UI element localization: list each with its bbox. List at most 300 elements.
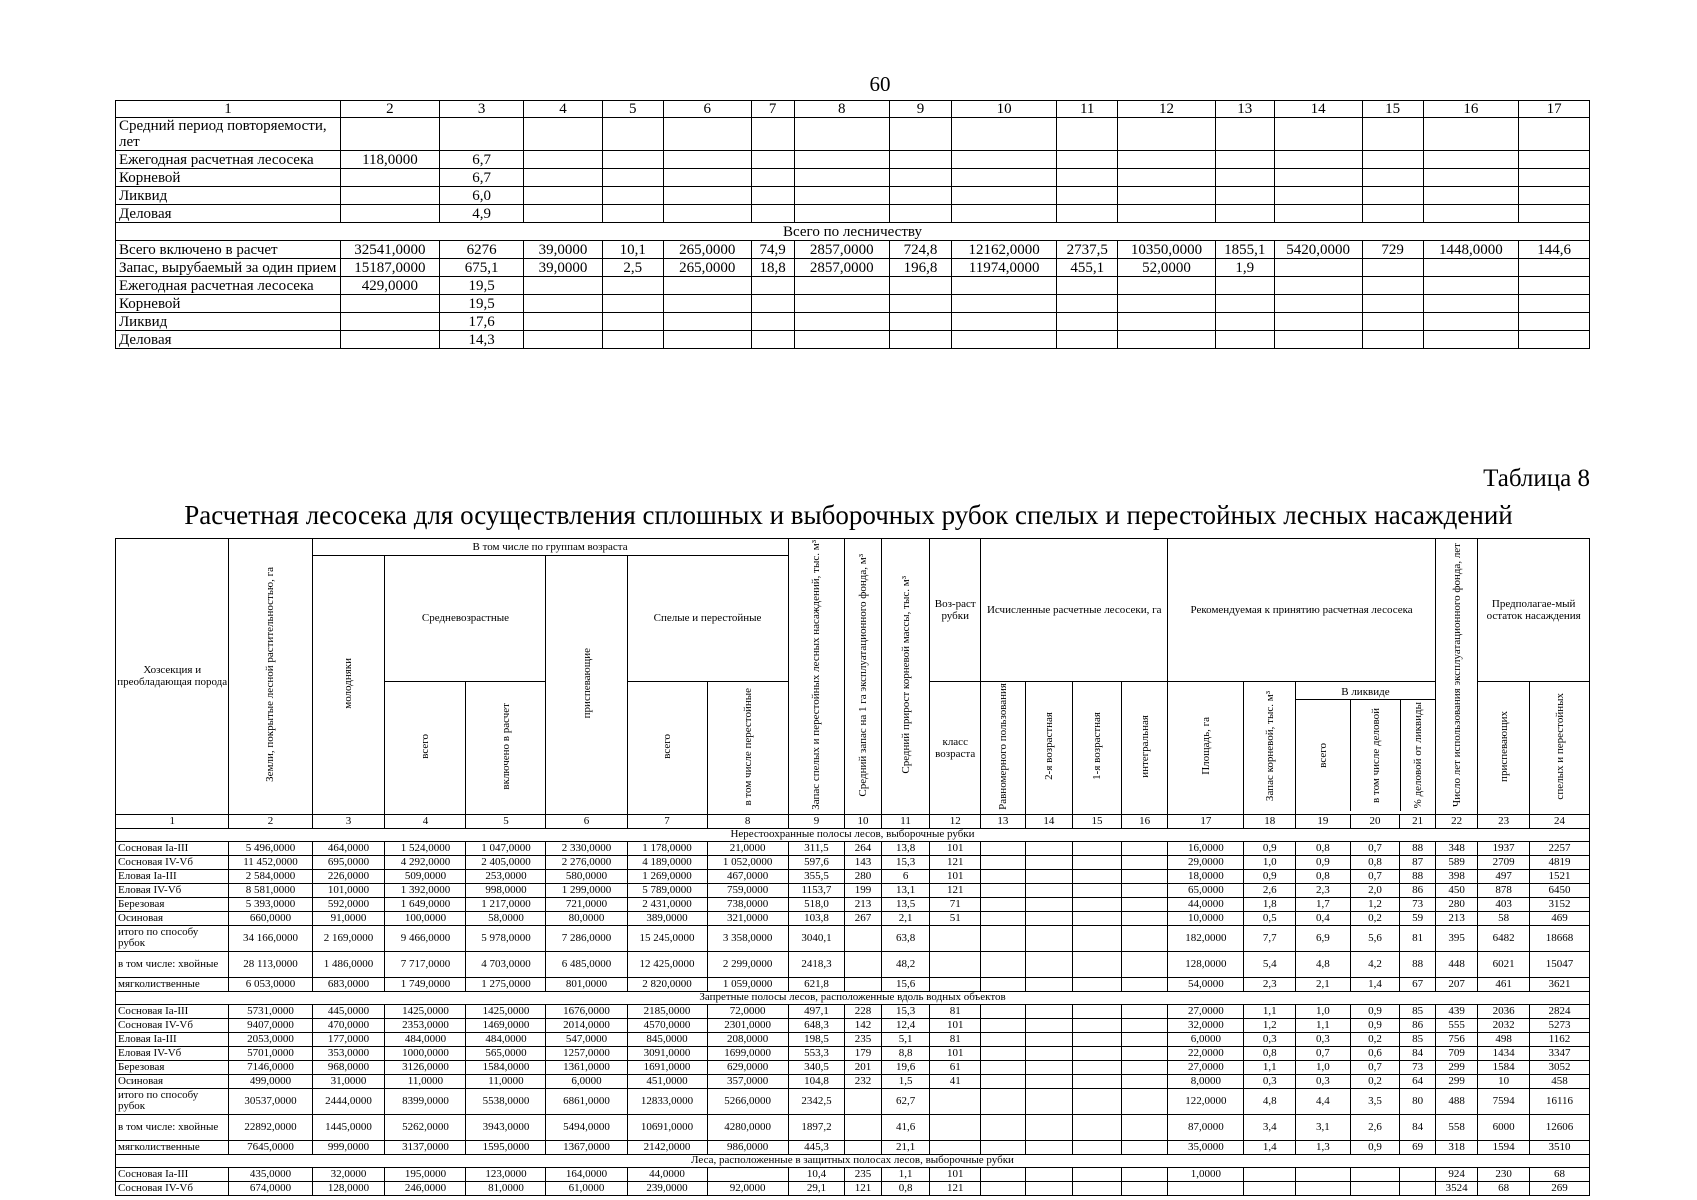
table-cell: 4280,0000 <box>707 1114 788 1140</box>
table-cell: 2353,0000 <box>385 1018 466 1032</box>
header-mature: Спелые и перестойные <box>627 556 788 682</box>
table-cell <box>952 331 1057 349</box>
table-cell <box>1121 841 1168 855</box>
table-cell: 1897,2 <box>788 1114 845 1140</box>
table-cell: 31,0000 <box>312 1074 385 1088</box>
table-row <box>116 1018 1590 1032</box>
table-cell: 2014,0000 <box>546 1018 627 1032</box>
table-row <box>116 911 1590 925</box>
table-cell: 13,8 <box>881 841 930 855</box>
table-cell: 81 <box>1400 925 1435 951</box>
table-cell: 265,0000 <box>663 241 751 259</box>
table-cell <box>1400 1181 1435 1195</box>
table-cell: 101,0000 <box>312 883 385 897</box>
table-cell: 0,8 <box>1244 1046 1296 1060</box>
header-area: Площадь, га <box>1168 681 1244 814</box>
table-cell <box>930 1114 981 1140</box>
table-cell <box>794 313 889 331</box>
row-label: Ежегодная расчетная лесосека <box>116 277 341 295</box>
annual-allowable-cut-table <box>115 538 1590 1196</box>
table-cell: 15 245,0000 <box>627 925 707 951</box>
table-cell: 340,5 <box>788 1060 845 1074</box>
table-cell: 28 113,0000 <box>229 951 312 977</box>
table-cell <box>981 1018 1026 1032</box>
table-cell <box>1073 869 1122 883</box>
table-cell: 85 <box>1400 1032 1435 1046</box>
table-cell: 2 405,0000 <box>466 855 546 869</box>
column-number: 19 <box>1296 814 1351 828</box>
table-cell <box>930 951 981 977</box>
table-cell: 30537,0000 <box>229 1088 312 1114</box>
table-cell: 104,8 <box>788 1074 845 1088</box>
table-cell <box>602 187 663 205</box>
header-first-age: 1-я возрастная <box>1073 681 1122 814</box>
column-number: 13 <box>981 814 1026 828</box>
table-cell: 6276 <box>439 241 524 259</box>
table-cell: 3 358,0000 <box>707 925 788 951</box>
section-row <box>116 1154 1590 1167</box>
table-cell: 675,1 <box>439 259 524 277</box>
table-cell <box>1025 1004 1073 1018</box>
table-cell: 12162,0000 <box>952 241 1057 259</box>
table-cell <box>1025 869 1073 883</box>
column-number: 12 <box>930 814 981 828</box>
table-cell <box>1057 205 1118 223</box>
table-cell: 1676,0000 <box>546 1004 627 1018</box>
table-cell <box>663 295 751 313</box>
table-title: Расчетная лесосека для осуществления сплошных и выборочных рубок спелых и перестойных лесных насаждений <box>184 500 1513 530</box>
table-cell: 1,8 <box>1244 897 1296 911</box>
header-remaining-mature: спелых и перестойных <box>1530 681 1590 814</box>
table-cell: 1445,0000 <box>312 1114 385 1140</box>
table-cell: 660,0000 <box>229 911 312 925</box>
table-cell: 121 <box>845 1181 881 1195</box>
table-cell: 12,4 <box>881 1018 930 1032</box>
table-cell <box>1519 187 1590 205</box>
table-cell: 2301,0000 <box>707 1018 788 1032</box>
table-cell: 2 276,0000 <box>546 855 627 869</box>
table-cell: 4 189,0000 <box>627 855 707 869</box>
table-cell: 5,1 <box>881 1032 930 1046</box>
column-number: 9 <box>788 814 845 828</box>
header-middle-included: включено в расчет <box>466 681 546 814</box>
table-cell <box>1362 259 1423 277</box>
table-cell <box>1073 1060 1122 1074</box>
table-cell: 265,0000 <box>663 259 751 277</box>
table-row <box>116 1140 1590 1154</box>
column-number: 23 <box>1478 814 1530 828</box>
table-cell: 6,0000 <box>546 1074 627 1088</box>
table-cell: 1425,0000 <box>385 1004 466 1018</box>
table-cell: 121 <box>930 1181 981 1195</box>
table-cell: 1699,0000 <box>707 1046 788 1060</box>
table-cell: 0,9 <box>1350 1004 1400 1018</box>
table-cell <box>663 205 751 223</box>
table-cell <box>524 118 602 151</box>
table-cell: 6 053,0000 <box>229 977 312 991</box>
table-cell: 228 <box>845 1004 881 1018</box>
header-average-stock: Средний запас на 1 га эксплуатационного фонда, м³ <box>845 539 881 815</box>
header-even-use: Равномерного пользования <box>981 681 1026 814</box>
table-cell: 6 <box>881 869 930 883</box>
table-cell <box>889 313 951 331</box>
table-cell: 547,0000 <box>546 1032 627 1046</box>
table-cell: 4819 <box>1530 855 1590 869</box>
table-cell: 32,0000 <box>1168 1018 1244 1032</box>
table-cell <box>341 205 440 223</box>
table-cell: 246,0000 <box>385 1181 466 1195</box>
table-cell: 101 <box>930 1018 981 1032</box>
row-label: Еловая IV-Vб <box>116 1046 229 1060</box>
table-cell <box>930 1140 981 1154</box>
header-liquid-business-cell: в том числе деловой <box>1351 700 1401 811</box>
table-cell: 235 <box>845 1032 881 1046</box>
table-cell <box>981 951 1026 977</box>
table-cell <box>1121 1114 1168 1140</box>
header-forest-land: Земли, покрытые лесной растительностью, га <box>229 539 312 815</box>
column-number: 8 <box>707 814 788 828</box>
table-cell <box>981 977 1026 991</box>
column-number: 9 <box>889 101 951 118</box>
table-cell: 18668 <box>1530 925 1590 951</box>
table-cell <box>524 187 602 205</box>
table-cell <box>794 295 889 313</box>
table-cell: 451,0000 <box>627 1074 707 1088</box>
table-cell: 738,0000 <box>707 897 788 911</box>
table-cell <box>1073 977 1122 991</box>
row-label: Березовая <box>116 1060 229 1074</box>
table-cell <box>1073 841 1122 855</box>
table-cell <box>602 295 663 313</box>
table-cell: 2 169,0000 <box>312 925 385 951</box>
table-cell <box>1121 1004 1168 1018</box>
table-cell: 1 749,0000 <box>385 977 466 991</box>
table-cell: 759,0000 <box>707 883 788 897</box>
table-cell: 4 292,0000 <box>385 855 466 869</box>
row-label: Сосновая Iа-III <box>116 1167 229 1181</box>
table-row <box>116 259 1590 277</box>
table-cell: 68 <box>1530 1167 1590 1181</box>
header-liquid: В ликвиде <box>1296 685 1435 700</box>
table-cell <box>1519 169 1590 187</box>
table-cell: 695,0000 <box>312 855 385 869</box>
table-cell <box>1244 1167 1296 1181</box>
table-cell <box>981 1088 1026 1114</box>
table-row <box>116 118 1590 151</box>
table-cell <box>952 295 1057 313</box>
table-cell <box>1118 151 1216 169</box>
row-label: Еловая IV-Vб <box>116 883 229 897</box>
table-cell <box>1350 1181 1400 1195</box>
table-cell <box>1423 259 1518 277</box>
table-cell <box>1073 883 1122 897</box>
table-cell <box>707 1167 788 1181</box>
table-cell: 589 <box>1435 855 1478 869</box>
header-recommended-cut: Рекомендуемая к принятию расчетная лесосека <box>1168 539 1435 682</box>
table-cell: 74,9 <box>751 241 794 259</box>
table-cell <box>1519 313 1590 331</box>
table-cell <box>1057 313 1118 331</box>
table-cell: 629,0000 <box>707 1060 788 1074</box>
table-cell <box>1362 331 1423 349</box>
table-cell <box>602 331 663 349</box>
table-cell: 509,0000 <box>385 869 466 883</box>
table-cell: 280 <box>1435 897 1478 911</box>
header-integral: интегральная <box>1121 681 1168 814</box>
table-cell <box>981 897 1026 911</box>
table-cell: 86 <box>1400 1018 1435 1032</box>
table-cell: 17,6 <box>439 313 524 331</box>
table-cell: 19,5 <box>439 277 524 295</box>
table-cell <box>794 118 889 151</box>
table-cell: 3621 <box>1530 977 1590 991</box>
table-row <box>116 1114 1590 1140</box>
table-cell: 488 <box>1435 1088 1478 1114</box>
table-cell <box>751 118 794 151</box>
table-cell: 1 275,0000 <box>466 977 546 991</box>
table-cell: 0,8 <box>1296 841 1351 855</box>
table-row <box>116 925 1590 951</box>
table-cell: 5701,0000 <box>229 1046 312 1060</box>
table-cell <box>1362 205 1423 223</box>
table-row <box>116 977 1590 991</box>
column-number: 11 <box>1057 101 1118 118</box>
table-cell: 6,7 <box>439 169 524 187</box>
table-cell: 61,0000 <box>546 1181 627 1195</box>
table-cell: 3152 <box>1530 897 1590 911</box>
table-row <box>116 187 1590 205</box>
table-cell <box>1362 169 1423 187</box>
header-business-percent-cell: % деловой от ликвиды <box>1411 702 1424 809</box>
table-cell <box>1519 259 1590 277</box>
table-cell <box>1025 977 1073 991</box>
table-cell: 1,1 <box>1244 1004 1296 1018</box>
table-cell: 8399,0000 <box>385 1088 466 1114</box>
table-cell: 497 <box>1478 869 1530 883</box>
table-cell: 0,9 <box>1350 1018 1400 1032</box>
table-cell: 0,7 <box>1350 869 1400 883</box>
table-cell: 6 485,0000 <box>546 951 627 977</box>
table-cell <box>1215 118 1274 151</box>
table-cell <box>524 331 602 349</box>
column-number: 10 <box>952 101 1057 118</box>
row-label: мягколиственные <box>116 1140 229 1154</box>
table-cell <box>1057 277 1118 295</box>
table-cell: 558 <box>1435 1114 1478 1140</box>
table-cell: 1 059,0000 <box>707 977 788 991</box>
table-cell: 32541,0000 <box>341 241 440 259</box>
table-cell: 13,5 <box>881 897 930 911</box>
table-cell <box>1057 169 1118 187</box>
table-cell <box>1274 313 1362 331</box>
table-cell: 10350,0000 <box>1118 241 1216 259</box>
table-cell: 230 <box>1478 1167 1530 1181</box>
table-cell <box>889 151 951 169</box>
table-cell <box>1274 331 1362 349</box>
table-cell: 318 <box>1435 1140 1478 1154</box>
table-cell: 924 <box>1435 1167 1478 1181</box>
table-cell: 6861,0000 <box>546 1088 627 1114</box>
table-cell <box>1025 1181 1073 1195</box>
table-cell: 1448,0000 <box>1423 241 1518 259</box>
table-cell <box>1362 313 1423 331</box>
table-cell: 6,7 <box>439 151 524 169</box>
table-cell: 122,0000 <box>1168 1088 1244 1114</box>
table-cell: 518,0 <box>788 897 845 911</box>
table-cell: 555 <box>1435 1018 1478 1032</box>
table-cell: 398 <box>1435 869 1478 883</box>
table-cell <box>1025 1114 1073 1140</box>
table-cell: 5538,0000 <box>466 1088 546 1114</box>
table-row <box>116 883 1590 897</box>
table-cell <box>1423 313 1518 331</box>
table-cell <box>1215 205 1274 223</box>
section-title: Всего по лесничеству <box>116 223 1590 241</box>
table-cell <box>1400 1167 1435 1181</box>
table-cell: 3510 <box>1530 1140 1590 1154</box>
row-label: Средний период повторяемости, лет <box>116 118 341 151</box>
table-row <box>116 241 1590 259</box>
column-number: 16 <box>1423 101 1518 118</box>
table-cell <box>1118 169 1216 187</box>
table-row <box>116 1032 1590 1046</box>
table-row <box>116 295 1590 313</box>
table-cell: 179 <box>845 1046 881 1060</box>
table-cell: 2 820,0000 <box>627 977 707 991</box>
table-cell <box>1121 925 1168 951</box>
table-cell <box>981 1140 1026 1154</box>
table-cell: 267 <box>845 911 881 925</box>
table-cell: 497,1 <box>788 1004 845 1018</box>
header-young: молодняки <box>312 556 385 815</box>
table-cell <box>1121 1046 1168 1060</box>
table-cell <box>1423 295 1518 313</box>
table-cell: 5,6 <box>1350 925 1400 951</box>
table-cell: 7594 <box>1478 1088 1530 1114</box>
table-cell: 10 <box>1478 1074 1530 1088</box>
table-cell <box>602 169 663 187</box>
table-cell: 435,0000 <box>229 1167 312 1181</box>
table-cell: 2,0 <box>1350 883 1400 897</box>
table-cell: 2 584,0000 <box>229 869 312 883</box>
table-row <box>116 1060 1590 1074</box>
column-number: 10 <box>845 814 881 828</box>
table-cell <box>1215 169 1274 187</box>
header-liquid-total-cell: всего <box>1296 700 1351 811</box>
table-cell: 15,3 <box>881 855 930 869</box>
table-cell: 1 486,0000 <box>312 951 385 977</box>
header-maturing: приспевающие <box>546 556 627 815</box>
table-cell: 2,5 <box>602 259 663 277</box>
table-cell: 64 <box>1400 1074 1435 1088</box>
table-cell <box>524 295 602 313</box>
table-cell <box>1362 151 1423 169</box>
table-cell <box>1274 277 1362 295</box>
table-cell: 0,4 <box>1296 911 1351 925</box>
table-cell <box>602 313 663 331</box>
header-calculated-cut: Исчисленные расчетные лесосеки, га <box>981 539 1168 682</box>
table-cell: 2,1 <box>881 911 930 925</box>
table-cell: 12 425,0000 <box>627 951 707 977</box>
table-cell <box>1057 331 1118 349</box>
table-cell: 4,4 <box>1296 1088 1351 1114</box>
table-cell: 1,0000 <box>1168 1167 1244 1181</box>
table-cell <box>1274 205 1362 223</box>
table-cell: 464,0000 <box>312 841 385 855</box>
table-cell: 87,0000 <box>1168 1114 1244 1140</box>
table-cell: 1 524,0000 <box>385 841 466 855</box>
table-cell <box>1121 911 1168 925</box>
table-cell <box>1121 977 1168 991</box>
table-cell: 29,0000 <box>1168 855 1244 869</box>
section-title: Запретные полосы лесов, расположенные вдоль водных объектов <box>116 991 1590 1004</box>
table-cell: 81 <box>930 1032 981 1046</box>
table-cell: 10,1 <box>602 241 663 259</box>
table-cell <box>1121 1088 1168 1114</box>
table-cell: 1,3 <box>1296 1140 1351 1154</box>
table-cell <box>751 151 794 169</box>
table-cell <box>341 295 440 313</box>
header-liquid-group <box>1296 681 1436 814</box>
table-cell: 201 <box>845 1060 881 1074</box>
table-cell: 467,0000 <box>707 869 788 883</box>
table-cell: 177,0000 <box>312 1032 385 1046</box>
table-cell: 207 <box>1435 977 1478 991</box>
table-cell: 1 217,0000 <box>466 897 546 911</box>
table-cell: 2857,0000 <box>794 241 889 259</box>
column-number: 20 <box>1350 814 1400 828</box>
table-cell <box>1025 897 1073 911</box>
row-label: в том числе: хвойные <box>116 1114 229 1140</box>
table-cell <box>1118 118 1216 151</box>
table-row <box>116 1004 1590 1018</box>
table-cell: 4,2 <box>1350 951 1400 977</box>
table-cell <box>794 277 889 295</box>
table-cell <box>1073 1114 1122 1140</box>
table-cell: 235 <box>845 1167 881 1181</box>
column-number: 3 <box>312 814 385 828</box>
table-cell: 5273 <box>1530 1018 1590 1032</box>
table-cell: 1 052,0000 <box>707 855 788 869</box>
header-species: Хозсекция и преобладающая порода <box>116 539 229 815</box>
table-cell <box>794 187 889 205</box>
table-cell: 3524 <box>1435 1181 1478 1195</box>
column-number: 14 <box>1025 814 1073 828</box>
table-cell <box>889 169 951 187</box>
table-cell: 2142,0000 <box>627 1140 707 1154</box>
table-cell <box>1025 951 1073 977</box>
table-cell: 0,8 <box>881 1181 930 1195</box>
table-row <box>116 951 1590 977</box>
row-label: Осиновая <box>116 1074 229 1088</box>
table-cell: 84 <box>1400 1046 1435 1060</box>
table-cell: 3040,1 <box>788 925 845 951</box>
table-cell: 1367,0000 <box>546 1140 627 1154</box>
table-cell: 92,0000 <box>707 1181 788 1195</box>
table-cell: 6,0000 <box>1168 1032 1244 1046</box>
table-row <box>116 1074 1590 1088</box>
row-label: Еловая Iа-III <box>116 869 229 883</box>
table-cell <box>751 169 794 187</box>
table-cell: 1 299,0000 <box>546 883 627 897</box>
table-cell <box>889 295 951 313</box>
table-cell <box>1423 277 1518 295</box>
table-cell <box>1057 187 1118 205</box>
column-number: 18 <box>1244 814 1296 828</box>
table-cell: 0,7 <box>1350 841 1400 855</box>
table-cell: 7146,0000 <box>229 1060 312 1074</box>
table-cell <box>845 925 881 951</box>
